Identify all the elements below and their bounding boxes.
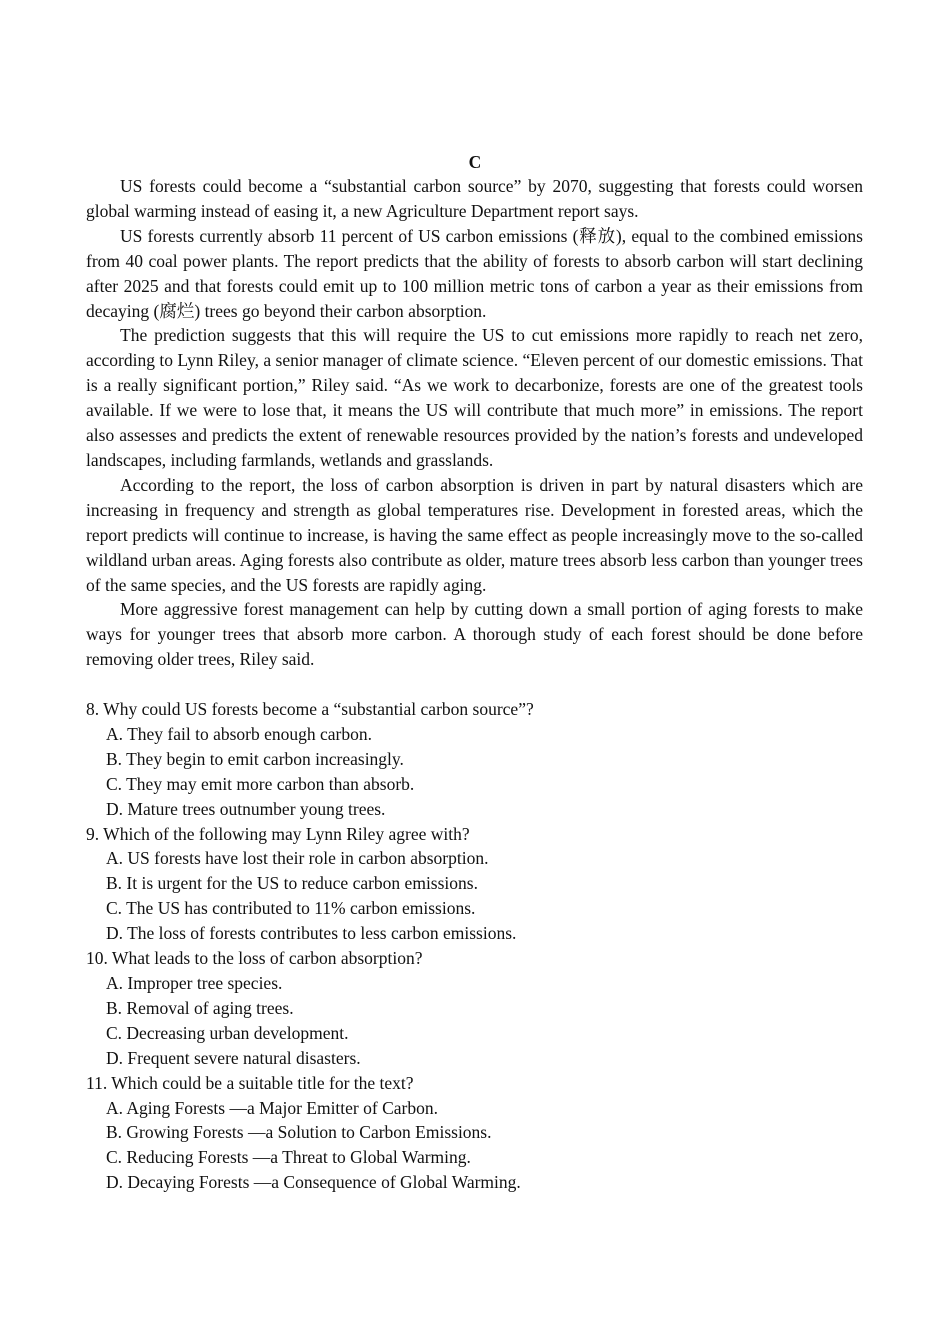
question-list [86,697,863,1195]
reading-passage [86,174,863,672]
passage-paragraph-5: More aggressive forest management can help by cutting down a small portion of aging forests to make ways for younger trees that absorb more carbon. A thorough study of each forest should be done before removing older trees, Riley said. [86,599,863,670]
answer-options [86,722,863,822]
option-d: D. Mature trees outnumber young trees. [106,798,386,819]
option-c: C. Reducing Forests —a Threat to Global Warming. [106,1147,471,1168]
passage-paragraph-2: US forests currently absorb 11 percent of US carbon emissions (释放), equal to the combined emissions from 40 coal power plants. The report predicts that the ability of forests to absorb carbon will start declining after 2025 and that forests could emit up to 100 million metric tons of carbon a year as their emissions from decaying (腐烂) trees go beyond their carbon absorption. [86,225,863,321]
answer-options [86,971,863,1071]
option-d: D. Decaying Forests —a Consequence of Global Warming. [106,1172,521,1193]
answer-options [86,846,863,946]
question-stem: 11. Which could be a suitable title for the text? [86,1072,414,1093]
section-heading: C [468,152,482,172]
option-a: A. Improper tree species. [106,972,283,993]
option-d: D. Frequent severe natural disasters. [106,1047,361,1068]
option-a: A. They fail to absorb enough carbon. [106,723,372,744]
option-b: B. Growing Forests —a Solution to Carbon Emissions. [106,1122,492,1143]
option-a: A. US forests have lost their role in carbon absorption. [106,848,489,869]
option-c: C. The US has contributed to 11% carbon emissions. [106,898,476,919]
passage-paragraph-3: The prediction suggests that this will require the US to cut emissions more rapidly to reach net zero, according to Lynn Riley, a senior manager of climate science. “Eleven percent of our domestic emissions. That is a really significant portion,” Riley said. “As we work to decarbonize, forests are one of the greatest tools available. If we were to lose that, it means the US will contribute that much more” in emissions. The report also assesses and predicts the extent of renewable resources provided by the nation’s forests and undeveloped landscapes, including farmlands, wetlands and grasslands. [86,325,863,470]
option-c: C. They may emit more carbon than absorb. [106,773,415,794]
question-stem: 9. Which of the following may Lynn Riley agree with? [86,823,470,844]
option-b: B. Removal of aging trees. [106,997,294,1018]
option-b: B. It is urgent for the US to reduce carbon emissions. [106,873,478,894]
option-a: A. Aging Forests —a Major Emitter of Carbon. [106,1097,438,1118]
option-c: C. Decreasing urban development. [106,1022,349,1043]
question-stem: 8. Why could US forests become a “substantial carbon source”? [86,699,534,719]
question-10 [86,946,863,1071]
passage-paragraph-1: US forests could become a “substantial carbon source” by 2070, suggesting that forests could worsen global warming instead of easing it, a new Agriculture Department report says. [86,176,863,221]
question-9 [86,822,863,947]
answer-options [86,1096,863,1196]
passage-paragraph-4: According to the report, the loss of carbon absorption is driven in part by natural disasters which are increasing in frequency and strength as global temperatures rise. Development in forested areas, which the report predicts will continue to increase, is having the same effect as people increasingly move to the so-called wildland urban areas. Aging forests also contribute as older, mature trees absorb less carbon than younger trees of the same species, and the US forests are rapidly aging. [86,474,863,595]
question-stem: 10. What leads to the loss of carbon absorption? [86,948,423,969]
question-11 [86,1071,863,1196]
option-b: B. They begin to emit carbon increasingly. [106,748,404,769]
question-8 [86,697,863,822]
option-d: D. The loss of forests contributes to less carbon emissions. [106,923,517,944]
